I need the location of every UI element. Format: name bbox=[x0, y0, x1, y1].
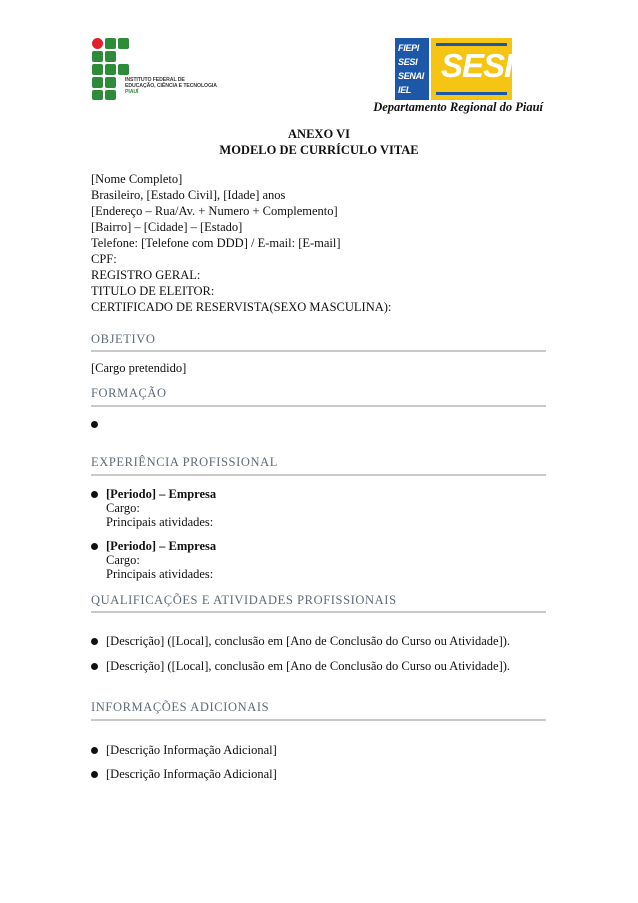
bullet-icon bbox=[91, 543, 98, 550]
section-title-adicionais: INFORMAÇÕES ADICIONAIS bbox=[91, 700, 270, 714]
bullet-icon bbox=[91, 771, 98, 778]
bullet-icon bbox=[91, 663, 98, 670]
if-logo-line2: EDUCAÇÃO, CIÊNCIA E TECNOLOGIA bbox=[125, 83, 217, 89]
annex-title: ANEXO VI bbox=[288, 127, 350, 141]
info-reservista: CERTIFICADO DE RESERVISTA(SEXO MASCULINA): bbox=[91, 300, 392, 314]
section-title-qualificacoes: QUALIFICAÇÕES E ATIVIDADES PROFISSIONAIS bbox=[91, 593, 397, 607]
experience-heading: [Periodo] – Empresa bbox=[106, 487, 217, 501]
section-title-experiencia: EXPERIÊNCIA PROFISSIONAL bbox=[91, 455, 278, 469]
adicional-text: [Descrição Informação Adicional] bbox=[106, 743, 277, 757]
if-logo-line3: PIAUÍ bbox=[125, 89, 139, 95]
fiepi-logo bbox=[395, 38, 429, 100]
section-title-formacao: FORMAÇÃO bbox=[91, 386, 167, 400]
info-cpf: CPF: bbox=[91, 252, 117, 266]
if-logo-text bbox=[125, 77, 217, 95]
bullet-icon bbox=[91, 747, 98, 754]
info-titulo: TITULO DE ELEITOR: bbox=[91, 284, 215, 298]
adicional-text: [Descrição Informação Adicional] bbox=[106, 767, 277, 781]
if-piaui-logo bbox=[92, 38, 222, 100]
document-title: MODELO DE CURRÍCULO VITAE bbox=[219, 143, 419, 157]
divider bbox=[91, 719, 546, 721]
fiepi-line-2: SESI bbox=[398, 57, 418, 67]
bullet-icon bbox=[91, 638, 98, 645]
info-nationality: Brasileiro, [Estado Civil], [Idade] anos bbox=[91, 188, 286, 202]
department-label: Departamento Regional do Piauí bbox=[373, 100, 543, 114]
section-title-objetivo: OBJETIVO bbox=[91, 332, 156, 346]
fiepi-line-4: IEL bbox=[398, 85, 412, 95]
divider bbox=[91, 474, 546, 476]
info-name: [Nome Completo] bbox=[91, 172, 183, 186]
qualificacao-text: [Descrição] ([Local], conclusão em [Ano de Conclusão do Curso ou Atividade]). bbox=[106, 634, 511, 648]
experience-cargo: Cargo: bbox=[106, 553, 140, 567]
objetivo-text: [Cargo pretendido] bbox=[91, 361, 187, 375]
info-contact: Telefone: [Telefone com DDD] / E-mail: [E-mail] bbox=[91, 236, 341, 250]
if-logo-line1: INSTITUTO FEDERAL DE bbox=[125, 77, 185, 83]
info-city: [Bairro] – [Cidade] – [Estado] bbox=[91, 220, 243, 234]
info-address: [Endereço – Rua/Av. + Numero + Complemento] bbox=[91, 204, 338, 218]
experience-cargo: Cargo: bbox=[106, 501, 140, 515]
personal-info bbox=[91, 171, 391, 315]
experience-atividades: Principais atividades: bbox=[106, 567, 214, 581]
divider bbox=[91, 350, 546, 352]
divider bbox=[91, 611, 546, 613]
bullet-icon bbox=[91, 491, 98, 498]
fiepi-line-1: FIEPI bbox=[398, 43, 420, 53]
sesi-logo bbox=[431, 38, 512, 100]
qualificacao-text: [Descrição] ([Local], conclusão em [Ano de Conclusão do Curso ou Atividade]). bbox=[106, 659, 511, 673]
divider bbox=[91, 405, 546, 407]
sesi-logo-text: SESI bbox=[441, 47, 513, 84]
fiepi-line-3: SENAI bbox=[398, 71, 425, 81]
bullet-icon bbox=[91, 421, 98, 428]
experience-heading: [Periodo] – Empresa bbox=[106, 539, 217, 553]
experience-atividades: Principais atividades: bbox=[106, 515, 214, 529]
info-rg: REGISTRO GERAL: bbox=[91, 268, 201, 282]
